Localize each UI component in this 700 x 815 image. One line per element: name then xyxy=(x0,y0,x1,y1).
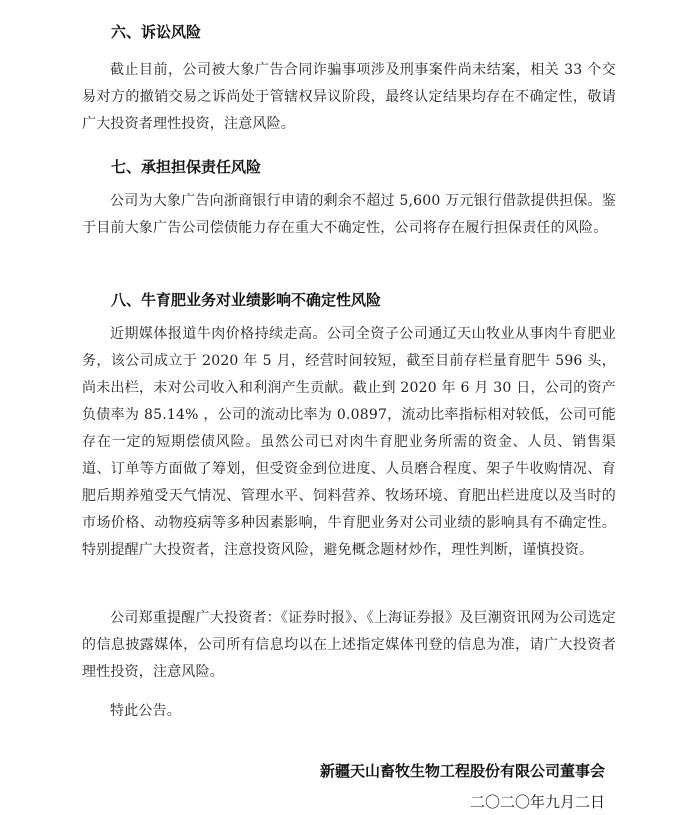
closing-statement: 特此公告。 xyxy=(110,703,181,719)
section-8-heading: 八、牛育肥业务对业绩影响不确定性风险 xyxy=(111,291,382,309)
media-reminder-paragraph: 公司郑重提醒广大投资者：《证券时报》、《上海证券报》及巨潮资讯网为公司选定的信息披露媒体，公司所有信息均以在上述指定媒体刊登的信息为准，请广大投资者理性投资，注意风险。 xyxy=(82,610,616,680)
signature-company: 新疆天山畜牧生物工程股份有限公司董事会 xyxy=(319,762,605,780)
section-7-body: 公司为大象广告向浙商银行申请的剩余不超过 5,600 万元银行借款提供担保。鉴于目前大象广告公司偿债能力存在重大不确定性，公司将存在履行担保责任的风险。 xyxy=(82,193,616,236)
section-6-heading: 六、诉讼风险 xyxy=(111,23,202,41)
section-8-body: 近期媒体报道牛肉价格持续走高。公司全资子公司通辽天山牧业从事肉牛育肥业务，该公司成立于 2020 年 5 月，经营时间较短，截至目前存栏量育肥牛 596 头，尚未出栏，未对公司收入和利润产生贡献。截止到 2020 年 6 月 30 日，公司的资产负债率为 85.14% ，公司的流动比率为 0.0897，流动比率指标相对较低，公司可能存在一定的短期偿债风险。虽然公司已对肉牛育肥业务所需的资金、人员、销售渠道、订单等方面做了筹划，但受资金到位进度、人员磨合程度、架子牛收购情况、育肥后期养殖受天气情况、管理水平、饲料营养、牧场环境、育肥出栏进度以及当时的市场价格、动物疫病等多种因素影响，牛育肥业务对公司业绩的影响具有不确定性。特别提醒广大投资者，注意投资风险，避免概念题材炒作，理性判断，谨慎投资。 xyxy=(82,326,616,558)
section-7-heading: 七、承担担保责任风险 xyxy=(111,158,262,176)
section-6-body: 截止目前，公司被大象广告合同诈骗事项涉及刑事案件尚未结案，相关 33 个交易对方的撤销交易之诉尚处于管辖权异议阶段，最终认定结果均存在不确定性，敬请广大投资者理性投资，注意风险。 xyxy=(82,62,616,132)
signature-date: 二〇二〇年九月二日 xyxy=(469,793,605,811)
